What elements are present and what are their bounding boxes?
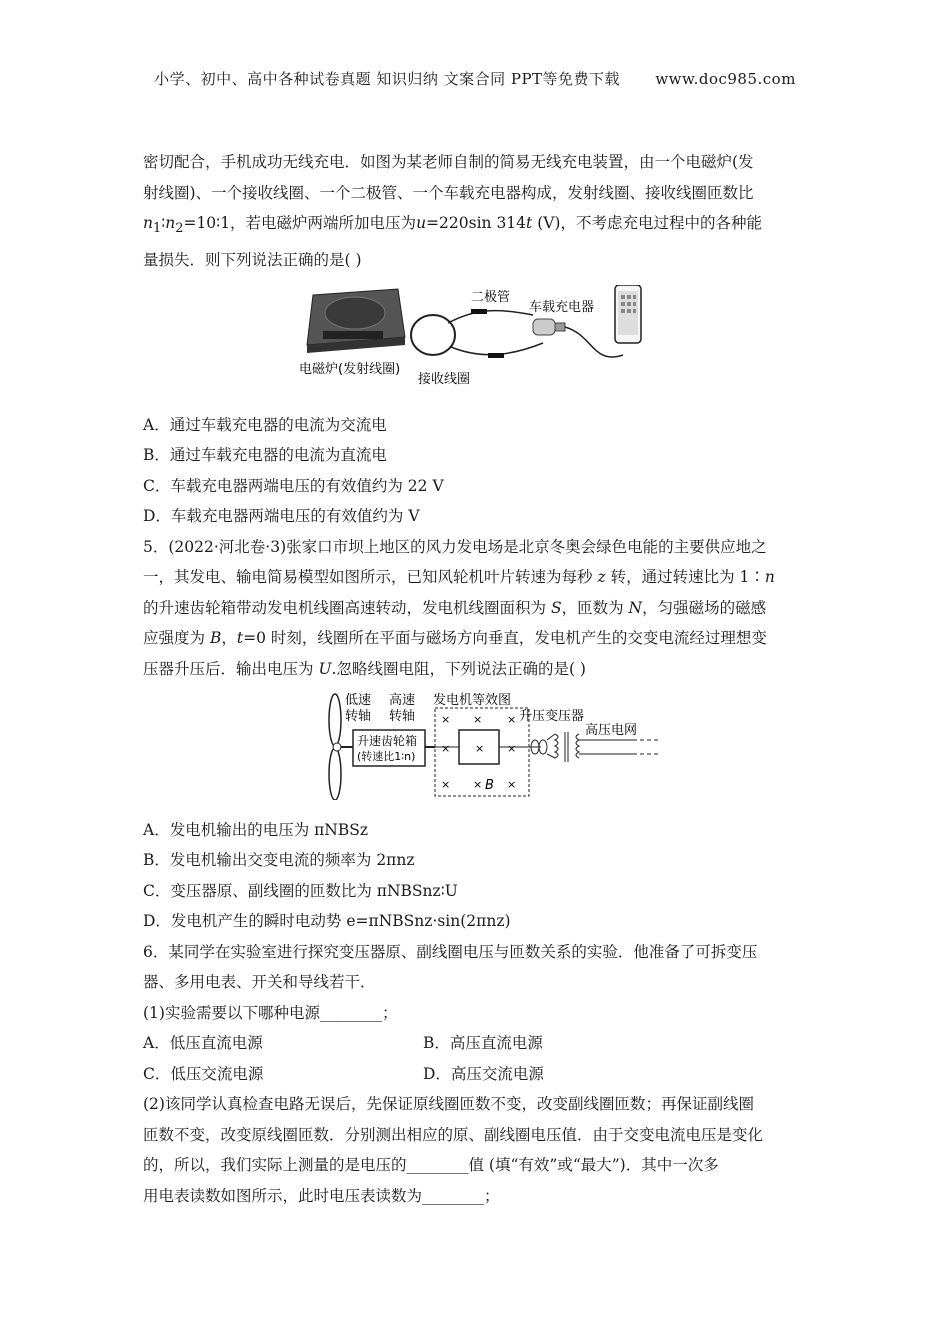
q6-sub1: (1)实验需要以下哪种电源________； (143, 1003, 398, 1022)
label-high-speed: 高速 (389, 693, 416, 709)
q4-stem-line: 射线圈)、一个接收线圈、一个二极管、一个车载充电器构成，发射线圈、接收线圈匝数比 (143, 183, 754, 202)
label-generator: 发电机等效图 (433, 693, 512, 709)
q6-stem-line: 器、多用电表、开关和导线若干． (143, 973, 376, 992)
q4-option-d: D．车载充电器两端电压的有效值约为 V (143, 507, 420, 526)
wind-turbine-blades (329, 694, 341, 800)
svg-text:×: × (441, 713, 451, 727)
q6-option-a: A．低压直流电源 (143, 1034, 263, 1053)
label-receiving-coil: 接收线圈 (418, 372, 471, 388)
wireless-charging-figure (293, 285, 673, 393)
q6-sub2-line: 的，所以，我们实际上测量的是电压的________值 (填“有效”或“最大”)．其中一次多 (143, 1156, 719, 1175)
q4-stem-line: 量损失．则下列说法正确的是( ) (143, 250, 362, 269)
svg-text:×: × (507, 742, 517, 756)
gearbox-ratio-label: (转速比1∶n) (357, 750, 416, 764)
induction-cooker-image (307, 289, 405, 353)
q4-stem-line: 密切配合，手机成功无线充电．如图为某老师自制的简易无线充电装置，由一个电磁炉(发 (143, 153, 754, 171)
q4-stem-line: $n_1∶n_2=10∶1$，若电磁炉两端所加电压为u=220sin 314t (V)，不考虑充电过程中的各种能 (143, 214, 762, 237)
q5-option-c: C．变压器原、副线圈的匝数比为 πNBSnz∶U (143, 881, 458, 900)
q6-option-d: D．高压交流电源 (423, 1064, 544, 1083)
label-induction-cooker: 电磁炉(发射线圈) (299, 362, 401, 378)
label-low-speed: 低速 (345, 693, 372, 709)
svg-text:×: × (475, 742, 485, 756)
q6-sub2-line: (2)该同学认真检查电路无误后，先保证原线圈匝数不变，改变副线圈匝数；再保证副线圈 (143, 1095, 754, 1114)
q5-option-d: D．发电机产生的瞬时电动势 e=πNBSnz·sin(2πnz) (143, 912, 511, 931)
q6-options-row (143, 1028, 811, 1059)
q6-option-b: B．高压直流电源 (423, 1034, 543, 1053)
wind-generator-figure (323, 690, 663, 800)
label-field-b: B (485, 778, 494, 794)
svg-text:×: × (441, 742, 451, 756)
page-header (0, 68, 950, 89)
q5-stem-line: 一，其发电、输电简易模型如图所示，已知风轮机叶片转速为每秒 z 转，通过转速比为 1∶n (143, 568, 775, 587)
label-car-charger: 车载充电器 (529, 300, 595, 316)
diode-element (471, 309, 487, 314)
phone-image (615, 285, 641, 343)
q4-option-c: C．车载充电器两端电压的有效值约为 22 V (143, 476, 444, 495)
label-diode: 二极管 (471, 290, 511, 306)
svg-text:×: × (507, 713, 517, 727)
q5-stem-line: 压器升压后．输出电压为 U.忽略线圈电阻，下列说法正确的是( ) (143, 659, 586, 678)
label-grid: 高压电网 (585, 723, 638, 739)
page-content (143, 147, 811, 1211)
q6-options-row (143, 1059, 811, 1090)
svg-text:×: × (473, 778, 483, 792)
car-charger-image (533, 319, 565, 335)
step-up-transformer (555, 732, 579, 762)
svg-text:×: × (473, 713, 483, 727)
receiving-coil (411, 315, 455, 355)
header-text: 小学、初中、高中各种试卷真题 知识归纳 文案合同 PPT等免费下载 (154, 70, 621, 88)
header-site: www.doc985.com (655, 70, 796, 88)
q6-sub2-line: 匝数不变，改变原线圈匝数．分别测出相应的原、副线圈电压值．由于交变电流电压是变化 (143, 1125, 764, 1144)
q6-option-c: C．低压交流电源 (143, 1064, 264, 1083)
svg-text:×: × (507, 778, 517, 792)
q6-sub2-line: 用电表读数如图所示，此时电压表读数为________； (143, 1186, 500, 1205)
gearbox-label: 升速齿轮箱 (357, 734, 418, 749)
label-high-speed-axle: 转轴 (389, 709, 416, 725)
q5-option-a: A．发电机输出的电压为 πNBSz (143, 820, 369, 839)
q5-stem-line: 5．(2022·河北卷·3)张家口市坝上地区的风力发电场是北京冬奥会绿色电能的主要供应地之 (143, 537, 767, 556)
svg-text:×: × (441, 778, 451, 792)
label-transformer: 升压变压器 (519, 709, 585, 725)
q4-option-b: B．通过车载充电器的电流为直流电 (143, 446, 387, 465)
label-low-speed-axle: 转轴 (345, 709, 372, 725)
q6-stem-line: 6．某同学在实验室进行探究变压器原、副线圈电压与匝数关系的实验．他准备了可拆变压 (143, 942, 758, 961)
q4-option-a: A．通过车载充电器的电流为交流电 (143, 415, 387, 434)
q5-stem-line: 的升速齿轮箱带动发电机线圈高速转动，发电机线圈面积为 S，匝数为 N，匀强磁场的磁感 (143, 598, 767, 617)
q5-stem-line: 应强度为 B，t=0 时刻，线圈所在平面与磁场方向垂直，发电机产生的交变电流经过理想变 (143, 629, 767, 648)
q5-option-b: B．发电机输出交变电流的频率为 2πnz (143, 851, 415, 870)
